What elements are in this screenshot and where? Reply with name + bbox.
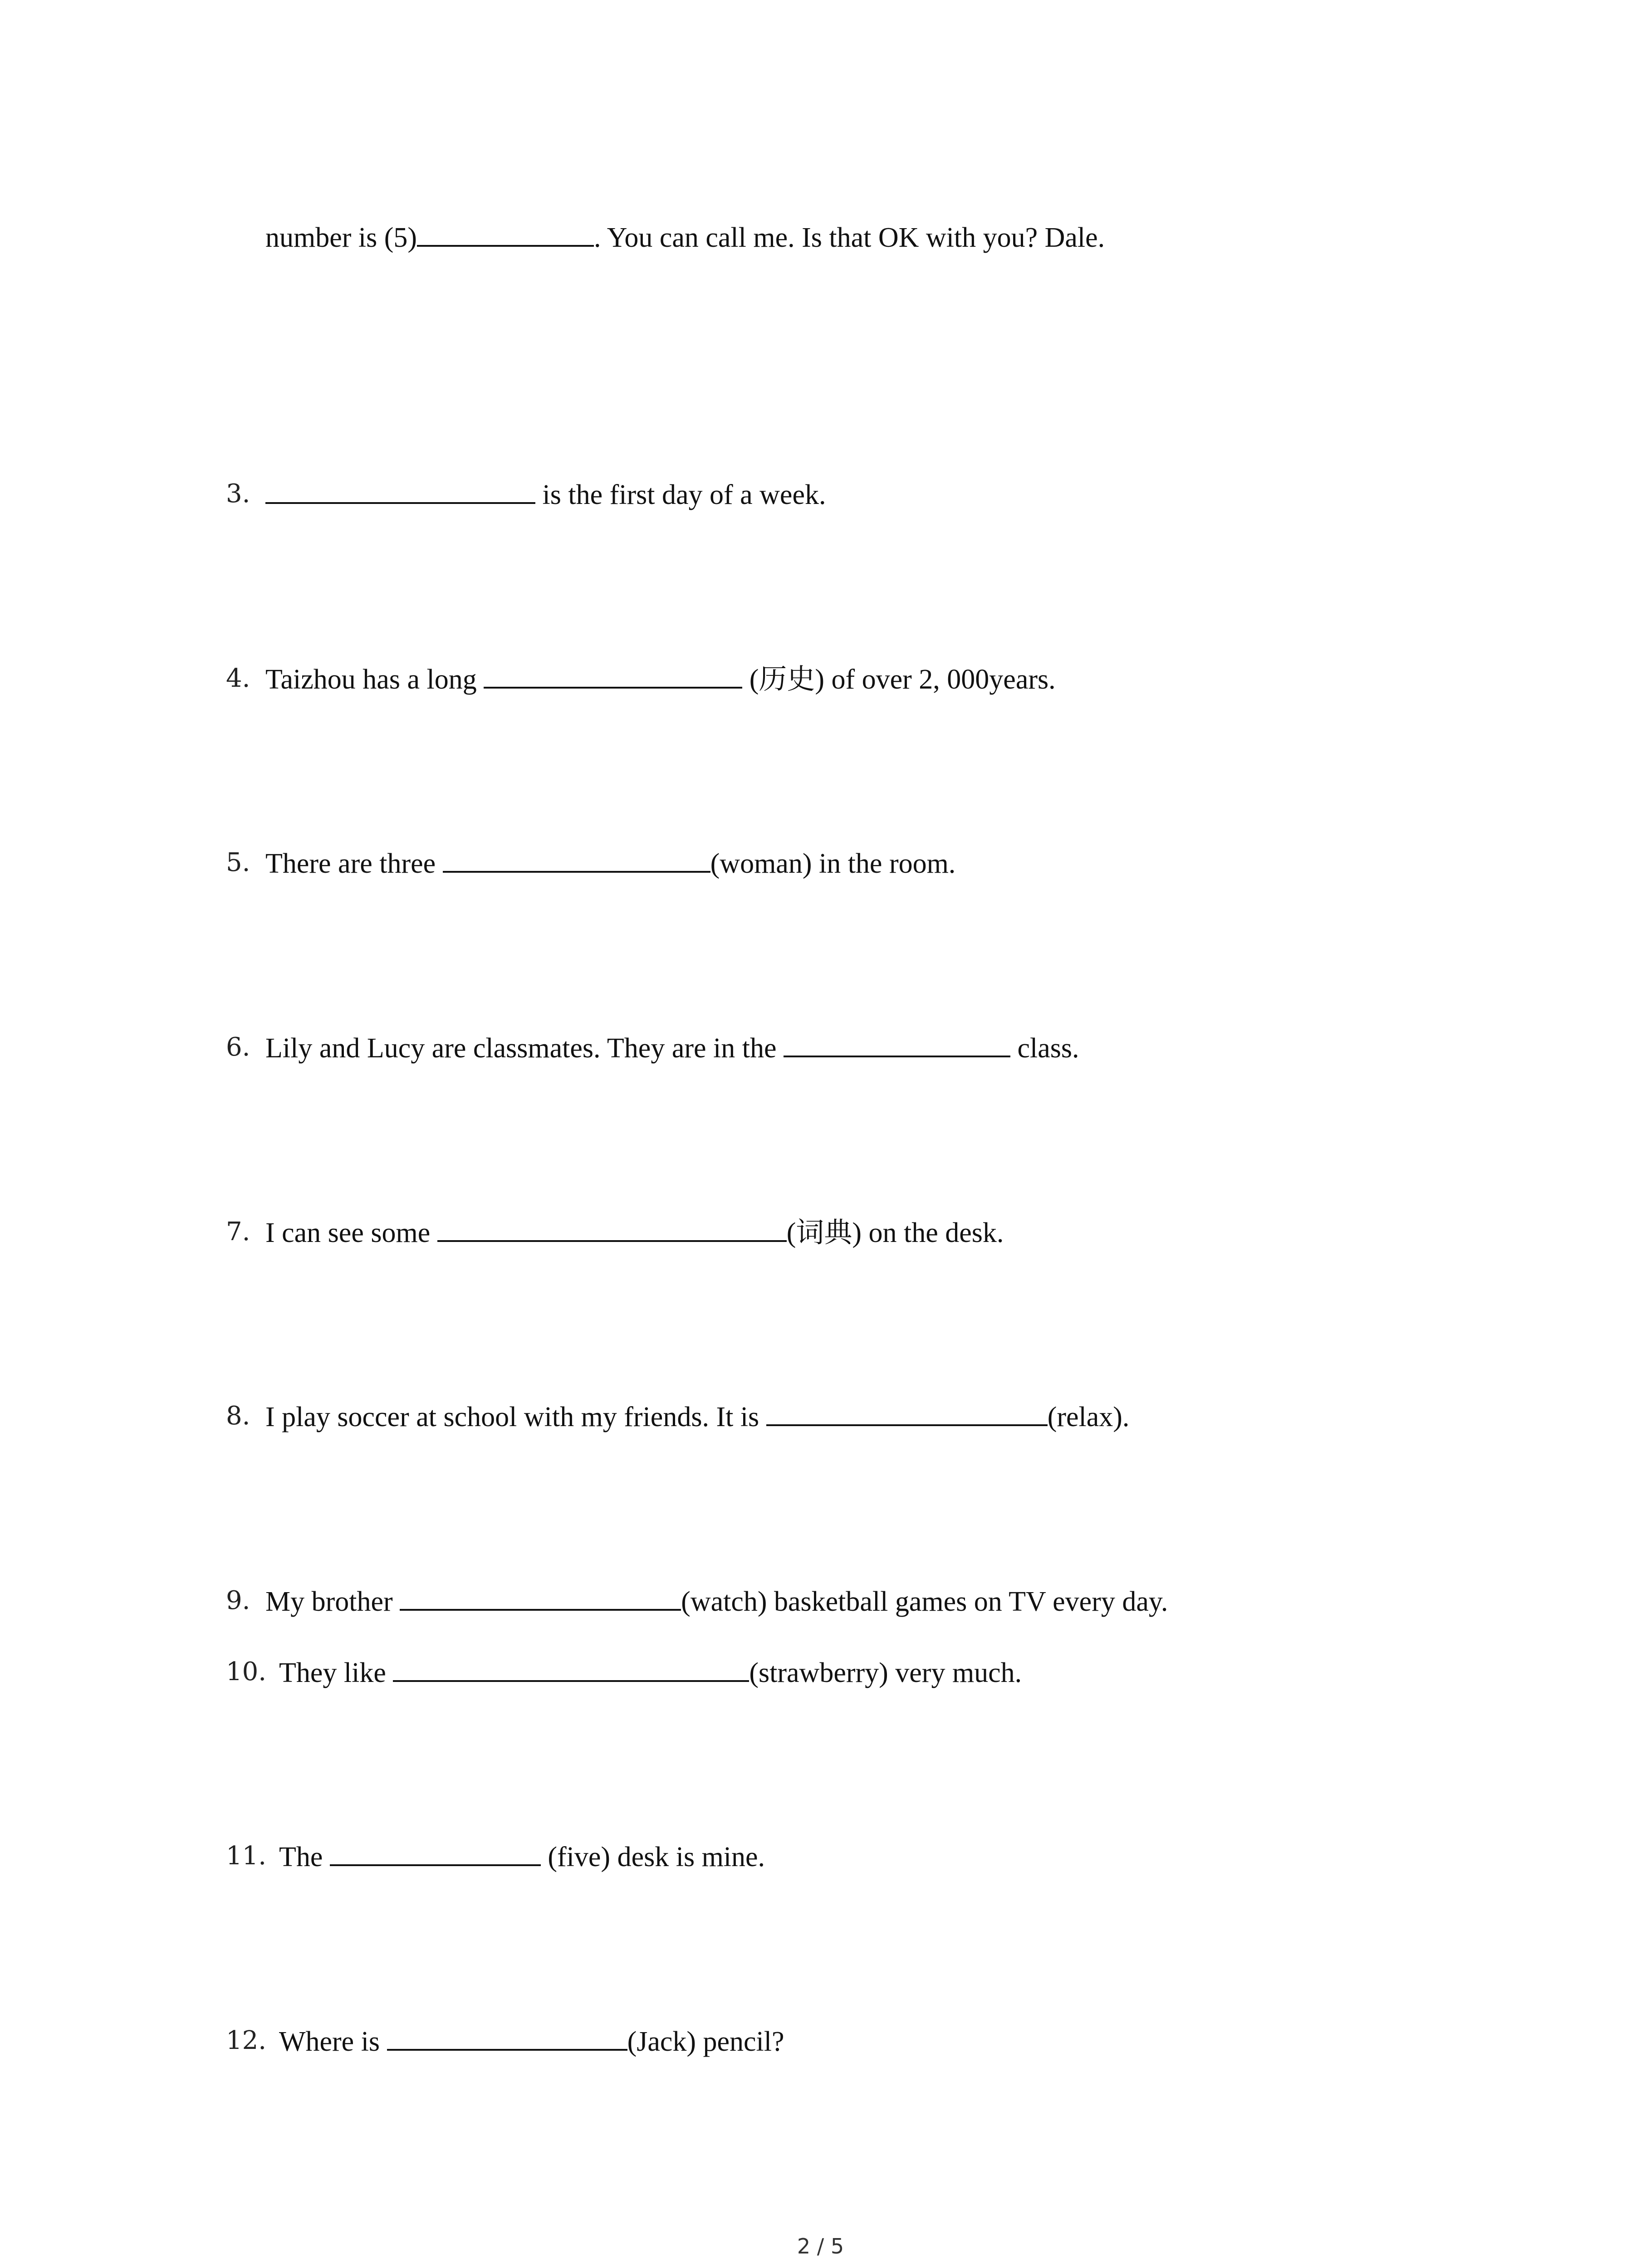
question-text-after: (watch) basketball games on TV every day.: [681, 1586, 1168, 1617]
question-text-after: (strawberry) very much.: [749, 1657, 1022, 1688]
question-11: [279, 1841, 765, 1871]
question-7: [265, 1217, 1004, 1247]
answer-blank-5[interactable]: [417, 221, 594, 247]
question-8: [265, 1401, 1129, 1431]
question-3: [265, 479, 826, 509]
question-text-after: (relax).: [1047, 1402, 1130, 1432]
answer-blank[interactable]: [330, 1841, 541, 1866]
continuation-text-after: . You can call me. Is that OK with you? Dale.: [594, 222, 1105, 253]
answer-blank[interactable]: [784, 1032, 1010, 1057]
question-6: [265, 1032, 1079, 1062]
answer-blank[interactable]: [437, 1217, 787, 1242]
answer-blank[interactable]: [265, 479, 535, 504]
question-number: 7.: [226, 1217, 250, 1246]
answer-blank[interactable]: [400, 1585, 681, 1611]
question-text-before: The: [279, 1842, 330, 1872]
continuation-line: [265, 221, 1105, 252]
question-number: 11.: [226, 1841, 267, 1871]
question-text-after: (历史) of over 2, 000years.: [742, 664, 1056, 695]
answer-blank[interactable]: [393, 1657, 749, 1682]
question-4: [265, 663, 1056, 694]
question-text-after: (woman) in the room.: [710, 848, 956, 879]
answer-blank[interactable]: [443, 847, 710, 873]
question-text-after: (词典) on the desk.: [786, 1217, 1004, 1248]
question-text-before: I play soccer at school with my friends. It is: [265, 1402, 766, 1432]
question-12: [279, 2025, 784, 2056]
question-text-before: My brother: [265, 1586, 400, 1617]
answer-blank[interactable]: [484, 663, 742, 689]
question-10: [279, 1657, 1022, 1687]
answer-blank[interactable]: [387, 2025, 627, 2051]
question-text-before: Where is: [279, 2026, 387, 2057]
question-number: 5.: [226, 848, 250, 877]
question-text-after: class.: [1010, 1033, 1079, 1064]
question-9: [265, 1585, 1168, 1616]
question-text-after: (five) desk is mine.: [540, 1842, 765, 1872]
question-5: [265, 847, 955, 878]
question-number: 3.: [226, 479, 250, 508]
page-indicator: 2 / 5: [797, 2234, 844, 2258]
question-text-after: (Jack) pencil?: [627, 2026, 784, 2057]
question-text-before: There are three: [265, 848, 443, 879]
continuation-text-before: number is (5): [265, 222, 417, 253]
question-number: 6.: [226, 1032, 250, 1062]
question-text-before: Taizhou has a long: [265, 664, 484, 695]
question-number: 10.: [226, 1657, 267, 1686]
question-text-before: They like: [279, 1657, 393, 1688]
question-number: 12.: [226, 2026, 267, 2055]
answer-blank[interactable]: [766, 1401, 1048, 1426]
question-number: 4.: [226, 664, 250, 693]
question-text-before: I can see some: [265, 1217, 437, 1248]
question-text-after: is the first day of a week.: [535, 479, 826, 510]
question-text-before: Lily and Lucy are classmates. They are in the: [265, 1033, 784, 1064]
question-number: 9.: [226, 1586, 250, 1615]
question-number: 8.: [226, 1401, 250, 1431]
